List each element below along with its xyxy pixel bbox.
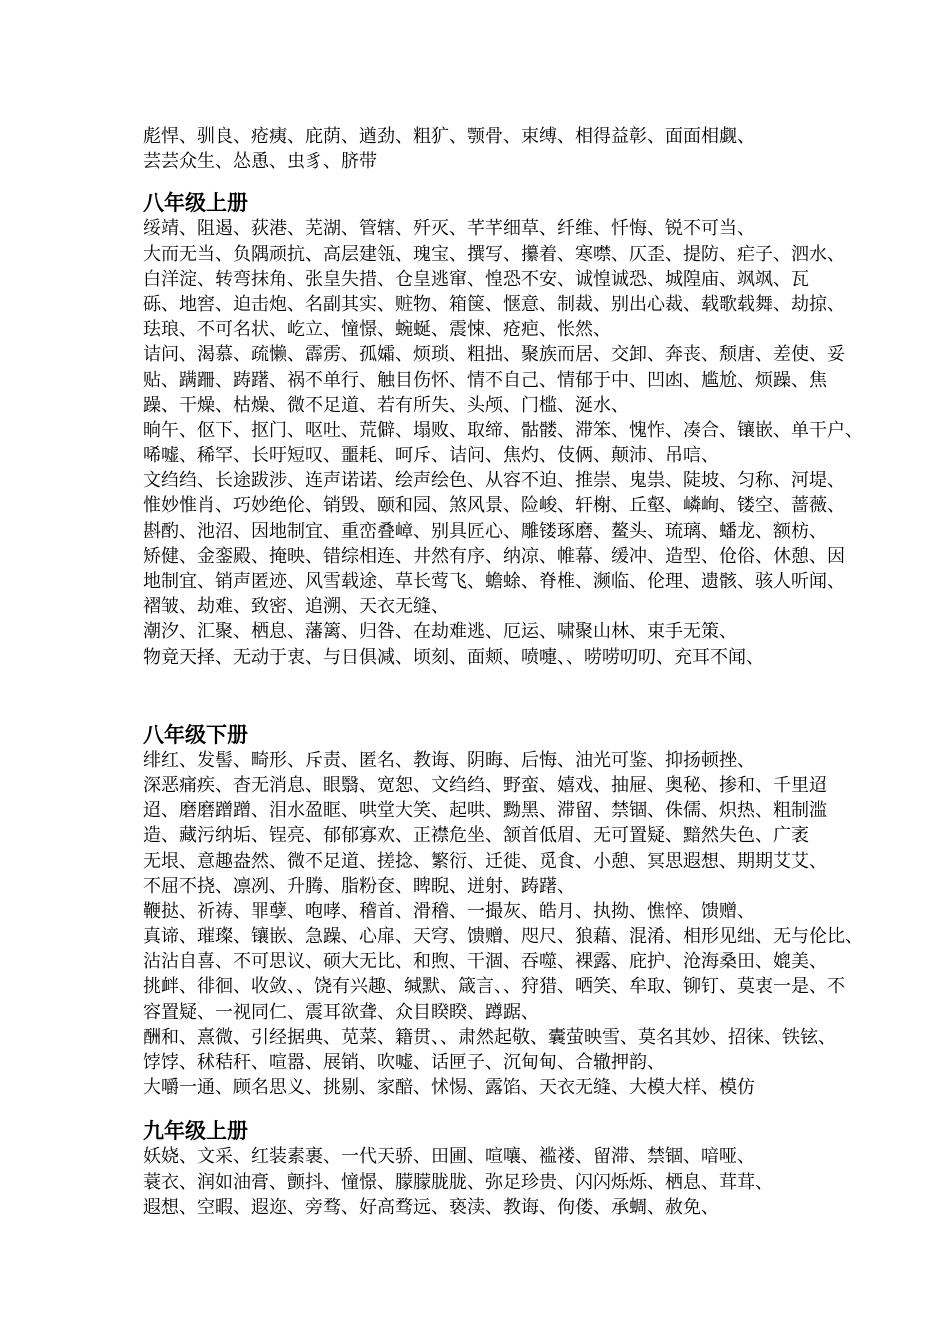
- text-line: 无垠、意趣盎然、微不足道、搓捻、繁衍、迁徙、觅食、小憩、冥思遐想、期期艾艾、: [143, 850, 827, 872]
- text-line: 白洋淀、转弯抹角、张皇失措、仓皇逃窜、惶恐不安、诚惶诚恐、城隍庙、飒飒、瓦: [143, 268, 809, 290]
- text-line: 彪悍、驯良、疮痍、庇荫、遒劲、粗犷、颚骨、束缚、相得益彰、面面相觑、: [143, 126, 755, 147]
- section-heading-grade8-vol1: 八年级上册: [143, 191, 248, 216]
- text-line: 绯红、发髻、畸形、斥责、匿名、教诲、阴晦、后悔、油光可鉴、抑扬顿挫、: [143, 749, 755, 771]
- vocab-paragraph-grade9-vol1: [143, 1144, 833, 1220]
- text-line: 大而无当、负隅顽抗、高层建瓴、瑰宝、撰写、攥着、寒噤、仄歪、提防、疟子、泗水、: [143, 243, 845, 265]
- text-line: 矫健、金銮殿、掩映、错综相连、井然有序、纳凉、帷幕、缓冲、造型、伧俗、休憩、因: [143, 545, 845, 567]
- text-line: 不屈不挠、凛冽、升腾、脂粉奁、睥睨、迸射、踌躇、: [143, 875, 575, 897]
- text-line: 潮汐、汇聚、栖息、藩篱、归咎、在劫难逃、厄运、啸聚山林、束手无策、: [143, 621, 737, 643]
- text-line: 惟妙惟肖、巧妙绝伦、销毁、颐和园、煞风景、险峻、轩榭、丘壑、嶙峋、镂空、蔷薇、: [143, 495, 845, 517]
- document-page: [143, 124, 863, 1220]
- text-line: 真谛、璀璨、镶嵌、急躁、心扉、天穹、馈赠、咫尺、狼藉、混淆、相形见绌、无与伦比、: [143, 926, 863, 948]
- text-line: 深恶痛疾、杳无消息、眼翳、宽恕、文绉绉、野蛮、嬉戏、抽屉、奥秘、掺和、千里迢: [143, 774, 827, 796]
- vocab-paragraph-grade8-vol1: [143, 216, 863, 669]
- text-line: 挑衅、徘徊、收敛、、饶有兴趣、缄默、箴言、、狩猎、哂笑、牟取、铆钉、莫衷一是、不: [143, 976, 845, 998]
- text-line: 晌午、伛下、抠门、呕吐、荒僻、塌败、取缔、骷髅、滞笨、愧怍、凑合、镶嵌、单干户、: [143, 419, 863, 441]
- text-line: 蓑衣、润如油膏、颤抖、憧憬、朦朦胧胧、弥足珍贵、闪闪烁烁、栖息、茸茸、: [143, 1171, 773, 1193]
- text-line: 斟酌、池沼、因地制宜、重峦叠嶂、别具匠心、雕镂琢磨、鳌头、琉璃、蟠龙、额枋、: [143, 520, 827, 542]
- text-line: 文绉绉、长途跋涉、连声诺诺、绘声绘色、从容不迫、推崇、鬼祟、陡坡、匀称、河堤、: [143, 470, 845, 492]
- vocab-paragraph-grade8-vol2: [143, 748, 863, 1101]
- text-line: 褶皱、劫难、致密、追溯、天衣无缝、: [143, 596, 449, 618]
- text-line: 躁、干燥、枯燥、微不足道、若有所失、头颅、门槛、涎水、: [143, 394, 629, 416]
- text-line: 造、藏污纳垢、锃亮、郁郁寡欢、正襟危坐、颔首低眉、无可置疑、黯然失色、广袤: [143, 825, 809, 847]
- text-line: 绥靖、阻遏、荻港、芜湖、管辖、歼灭、芊芊细草、纤维、忏悔、锐不可当、: [143, 218, 755, 240]
- text-line: 酬和、熹微、引经据典、苋菜、籍贯、、肃然起敬、囊萤映雪、莫名其妙、招徕、铁铉、: [143, 1026, 836, 1048]
- text-line: 饽饽、秫秸秆、喧嚣、展销、吹嘘、话匣子、沉甸甸、合辙押韵、: [143, 1052, 665, 1073]
- text-line: 大嚼一通、顾名思义、挑剔、家醅、怵惕、露馅、天衣无缝、大模大样、模仿: [143, 1077, 755, 1099]
- text-line: 地制宜、销声匿迹、风雪载途、草长莺飞、蟾蜍、脊椎、濒临、伦理、遗骸、骇人听闻、: [143, 571, 845, 592]
- vocab-paragraph-top: [143, 124, 833, 174]
- text-line: 芸芸众生、怂恿、虫豸、脐带: [143, 151, 377, 173]
- text-line: 诘问、渴慕、疏懒、霹雳、孤孀、烦琐、粗拙、聚族而居、交卸、奔丧、颓唐、差使、妥: [143, 344, 845, 366]
- text-line: 沾沾自喜、不可思议、硕大无比、和煦、干涸、吞噬、裸露、庇护、沧海桑田、媲美、: [143, 951, 827, 973]
- text-line: 迢、磨磨蹭蹭、泪水盈眶、哄堂大笑、起哄、黝黑、滞留、禁锢、侏儒、炽热、粗制滥: [143, 800, 827, 822]
- text-line: 砾、地窖、迫击炮、名副其实、赃物、箱箧、惬意、制裁、别出心裁、载歌载舞、劫掠、: [143, 293, 845, 315]
- text-line: 鞭挞、祈祷、罪孽、咆哮、稽首、滑稽、一撮灰、皓月、执拗、憔悴、馈赠、: [143, 900, 755, 922]
- text-line: 容置疑、一视同仁、震耳欲聋、众目睽睽、蹲踞、: [143, 1001, 539, 1023]
- section-heading-grade9-vol1: 九年级上册: [143, 1119, 248, 1144]
- section-heading-grade8-vol2: 八年级下册: [143, 722, 248, 747]
- text-line: 妖娆、文采、红装素裹、一代天骄、田圃、喧嚷、褴褛、留滞、禁锢、喑哑、: [143, 1146, 755, 1168]
- text-line: 珐琅、不可名状、屹立、憧憬、蜿蜒、震悚、疮疤、怅然、: [143, 319, 611, 341]
- text-line: 唏嘘、稀罕、长吁短叹、噩耗、呵斥、诘问、焦灼、伎俩、颠沛、吊唁、: [143, 445, 719, 467]
- text-line: 贴、蹒跚、踌躇、祸不单行、触目伤怀、情不自己、情郁于中、凹凼、尴尬、烦躁、焦: [143, 369, 827, 391]
- text-line: 遐想、空暇、遐迩、旁骛、好高骛远、亵渎、教诲、佝偻、承蜩、赦免、: [143, 1196, 719, 1218]
- text-line: 物竟天择、无动于衷、与日俱减、顷刻、面颊、喷嚏、、唠唠叨叨、充耳不闻、: [143, 646, 764, 668]
